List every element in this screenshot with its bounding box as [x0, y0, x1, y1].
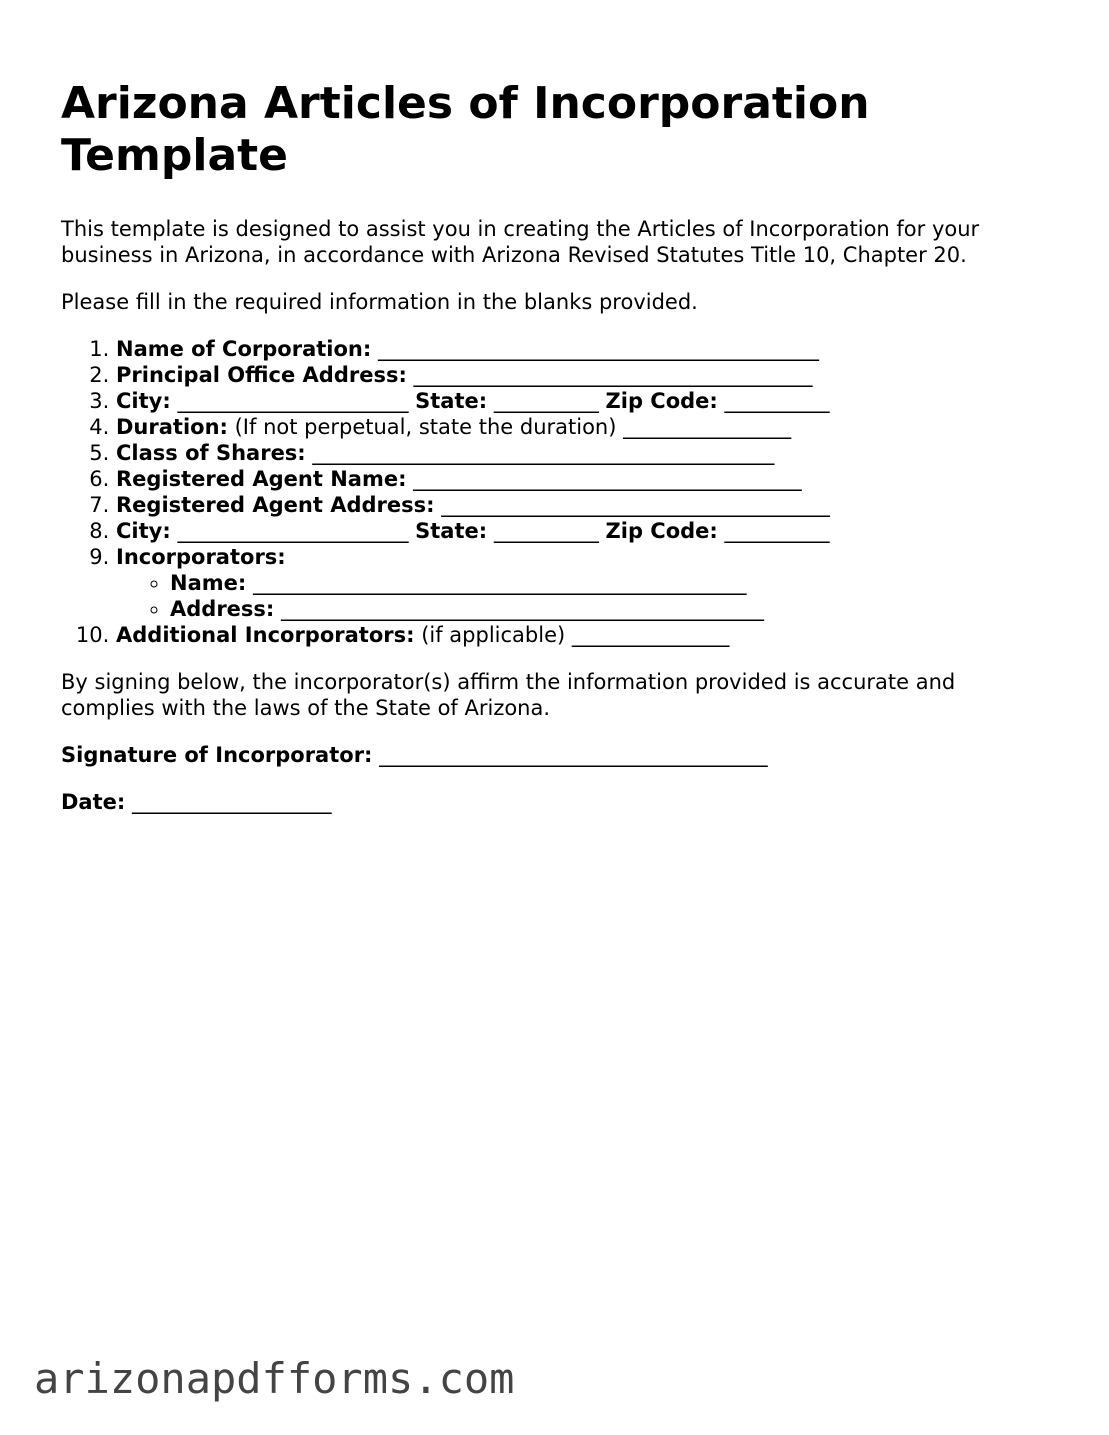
field-principal-office-address [116, 362, 1041, 388]
field-label: Class of Shares: [116, 441, 306, 465]
incorporator-address [170, 596, 1041, 622]
date-blank[interactable]: ___________________ [131, 790, 332, 814]
field-registered-agent-name [116, 466, 1041, 492]
field-blank[interactable]: __________________________________________ [377, 337, 819, 361]
field-additional-incorporators [116, 622, 1041, 648]
field-label: Additional Incorporators: [116, 623, 415, 647]
field-label: State: [415, 389, 488, 413]
field-label: City: [116, 519, 171, 543]
signature-blank[interactable]: _____________________________________ [379, 743, 768, 767]
field-class-of-shares [116, 440, 1041, 466]
field-blank[interactable]: ______________________________________________ [281, 597, 765, 621]
page-title: Arizona Articles of Incorporation Template [61, 78, 870, 181]
field-blank[interactable]: _____________________________________ [413, 467, 802, 491]
field-blank[interactable]: __________ [493, 389, 599, 413]
field-note: (If not perpetual, state the duration) [234, 415, 617, 439]
affirmation-paragraph: By signing below, the incorporator(s) affirm the information provided is accurate and complies with the laws of the State of Arizona. [61, 670, 956, 720]
field-label: Name of Corporation: [116, 337, 372, 361]
field-label: State: [415, 519, 488, 543]
signature-label: Signature of Incorporator: [61, 743, 373, 767]
instructions-paragraph: Please fill in the required information in the blanks provided. [61, 290, 698, 314]
field-note: (if applicable) [421, 623, 566, 647]
field-label: City: [116, 389, 171, 413]
field-label: Name: [170, 571, 247, 595]
field-blank[interactable]: __________ [493, 519, 599, 543]
date-label: Date: [61, 790, 126, 814]
field-incorporators [116, 544, 1041, 622]
fields-list [61, 336, 1041, 648]
field-label: Zip Code: [605, 519, 718, 543]
field-blank[interactable]: _______________________________________________ [252, 571, 747, 595]
field-duration [116, 414, 1041, 440]
date-line [61, 789, 1041, 815]
field-label: Registered Agent Address: [116, 493, 435, 517]
field-blank[interactable]: _______________ [571, 623, 730, 647]
field-blank[interactable]: ______________________ [177, 389, 409, 413]
field-registered-agent-address [116, 492, 1041, 518]
site-watermark: arizonapdfforms.com [34, 1354, 515, 1403]
field-label: Zip Code: [605, 389, 718, 413]
document-page [61, 78, 1041, 815]
field-blank[interactable]: ____________________________________________ [312, 441, 775, 465]
field-city-state-zip [116, 388, 1041, 414]
field-blank[interactable]: ______________________________________ [413, 363, 813, 387]
field-blank[interactable]: __________ [724, 519, 830, 543]
field-label: Principal Office Address: [116, 363, 407, 387]
incorporator-name [170, 570, 1041, 596]
signature-line [61, 742, 1041, 768]
field-label: Registered Agent Name: [116, 467, 407, 491]
intro-paragraph: This template is designed to assist you in creating the Articles of Incorporation for your business in Arizona, in accordance with Arizona Revised Statutes Title 10, Chapter 20. [61, 217, 980, 267]
field-blank[interactable]: ________________ [623, 415, 792, 439]
field-name-of-corporation [116, 336, 1041, 362]
field-agent-city-state-zip [116, 518, 1041, 544]
field-label: Incorporators: [116, 545, 286, 569]
field-blank[interactable]: _____________________________________ [441, 493, 830, 517]
field-blank[interactable]: __________ [724, 389, 830, 413]
field-blank[interactable]: ______________________ [177, 519, 409, 543]
field-label: Duration: [116, 415, 228, 439]
field-label: Address: [170, 597, 275, 621]
incorporator-sublist [116, 570, 1041, 622]
